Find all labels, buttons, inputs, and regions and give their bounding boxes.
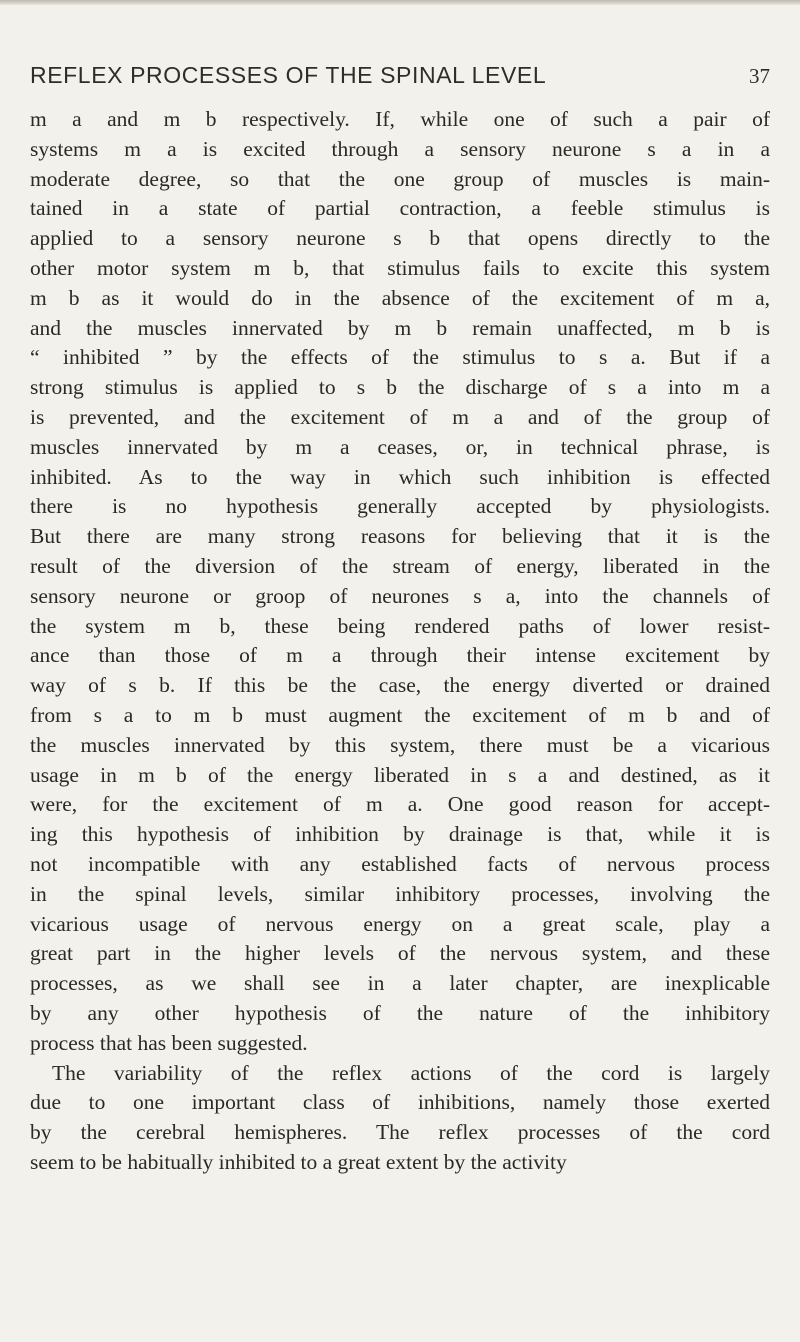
- body-text: [30, 105, 770, 1178]
- page-top-edge: [0, 0, 800, 5]
- text-line: m a and m b respectively. If, while one of such a pair of: [30, 107, 770, 131]
- text-line: the muscles innervated by this system, there must be a vicarious: [30, 732, 770, 757]
- text-line: systems m a is excited through a sensory neurone s a in a: [30, 136, 770, 161]
- text-line: is prevented, and the excitement of m a and of the group of: [30, 404, 770, 429]
- page-number: 37: [749, 64, 770, 88]
- text-line: processes, as we shall see in a later chapter, are inexplicable: [30, 971, 770, 996]
- text-line: the system m b, these being rendered paths of lower resist-: [30, 613, 770, 638]
- text-line: way of s b. If this be the case, the energy diverted or drained: [30, 673, 770, 698]
- text-line: inhibited. As to the way in which such inhibition is effected: [30, 464, 770, 489]
- text-line: result of the diversion of the stream of energy, liberated in the: [30, 553, 770, 578]
- text-line: due to one important class of inhibitions, namely those exerted: [30, 1090, 770, 1115]
- text-line: ing this hypothesis of inhibition by drainage is that, while it is: [30, 822, 770, 847]
- page-header: [30, 62, 790, 94]
- text-line: were, for the excitement of m a. One good reason for accept-: [30, 792, 770, 817]
- text-line: vicarious usage of nervous energy on a great scale, play a: [30, 911, 770, 936]
- text-line: from s a to m b must augment the excitement of m b and of: [30, 702, 770, 727]
- text-line: in the spinal levels, similar inhibitory processes, involving the: [30, 881, 770, 906]
- text-line: and the muscles innervated by m b remain unaffected, m b is: [30, 315, 770, 340]
- text-line: “ inhibited ” by the effects of the stimulus to s a. But if a: [30, 345, 770, 370]
- text-line: by the cerebral hemispheres. The reflex processes of the cord: [30, 1120, 770, 1145]
- text-line: by any other hypothesis of the nature of the inhibitory: [30, 1000, 770, 1025]
- text-line: tained in a state of partial contraction, a feeble stimulus is: [30, 196, 770, 221]
- text-line: seem to be habitually inhibited to a great extent by the activity: [30, 1149, 567, 1174]
- text-line: muscles innervated by m a ceases, or, in technical phrase, is: [30, 434, 770, 459]
- text-line: ance than those of m a through their intense excitement by: [30, 643, 770, 668]
- paragraph-start-line: The variability of the reflex actions of the cord is largely: [52, 1060, 770, 1085]
- text-line: m b as it would do in the absence of the excitement of m a,: [30, 285, 770, 310]
- text-line: strong stimulus is applied to s b the discharge of s a into m a: [30, 375, 770, 400]
- text-line: usage in m b of the energy liberated in s a and destined, as it: [30, 762, 770, 787]
- text-line: sensory neurone or groop of neurones s a, into the channels of: [30, 583, 770, 608]
- text-line: other motor system m b, that stimulus fails to excite this system: [30, 255, 770, 280]
- text-line: But there are many strong reasons for believing that it is the: [30, 524, 770, 549]
- text-line: there is no hypothesis generally accepted by physiologists.: [30, 494, 770, 519]
- running-head: REFLEX PROCESSES OF THE SPINAL LEVEL: [30, 62, 547, 88]
- paragraph-end-line: process that has been suggested.: [30, 1030, 308, 1055]
- text-line: applied to a sensory neurone s b that opens directly to the: [30, 226, 770, 251]
- text-line: moderate degree, so that the one group of muscles is main-: [30, 166, 770, 191]
- text-line: great part in the higher levels of the nervous system, and these: [30, 941, 770, 966]
- text-line: not incompatible with any established facts of nervous process: [30, 851, 770, 876]
